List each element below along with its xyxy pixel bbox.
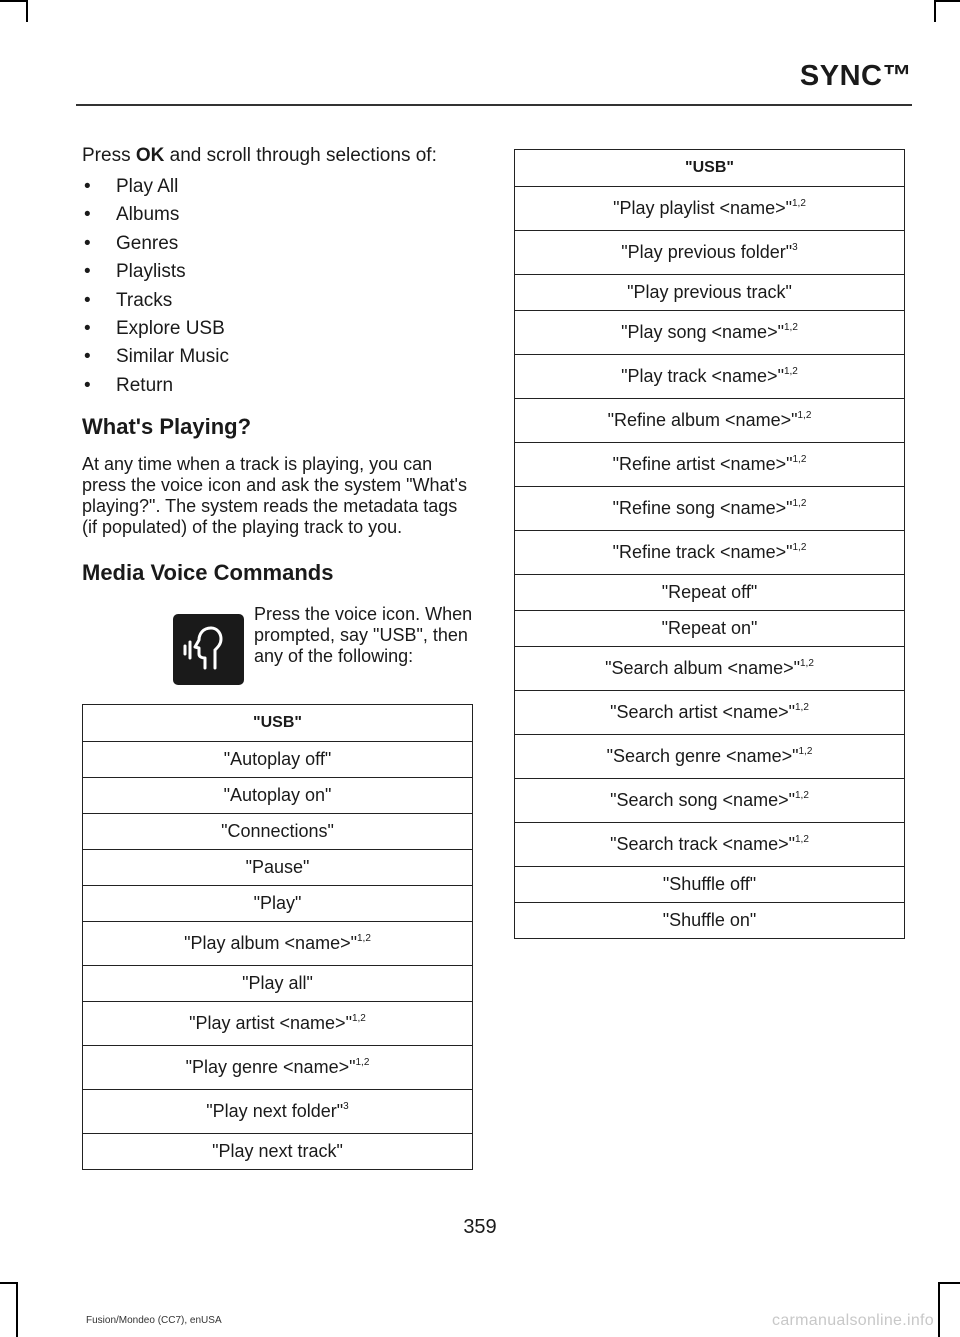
footnote-ref: 1,2 <box>795 790 809 801</box>
footnote-ref: 1,2 <box>356 933 371 944</box>
command-text: "Search artist <name>" <box>610 702 795 722</box>
crop-mark <box>16 1282 18 1337</box>
command-cell <box>515 531 905 575</box>
footnote-ref: 1,2 <box>791 198 806 209</box>
command-text: "Shuffle on" <box>662 910 757 930</box>
command-cell <box>515 355 905 399</box>
table-header: "USB" <box>515 150 905 187</box>
command-text: "Repeat on" <box>661 618 758 638</box>
command-text: "Autoplay off" <box>223 749 332 769</box>
command-text: "Refine artist <name>" <box>612 454 793 474</box>
table-row <box>83 1134 473 1170</box>
table-row <box>83 850 473 886</box>
table-row <box>83 778 473 814</box>
table-row <box>515 487 905 531</box>
list-item: • Albums <box>82 201 476 229</box>
intro-suffix: and scroll through selections of: <box>164 145 437 166</box>
command-text: "Refine song <name>" <box>612 498 793 518</box>
command-text: "Autoplay on" <box>223 785 332 805</box>
intro-prefix: Press <box>82 145 136 166</box>
table-row <box>83 966 473 1002</box>
footnote-ref: 1,2 <box>783 366 798 377</box>
command-cell <box>515 735 905 779</box>
footnote-ref: 3 <box>343 1101 349 1112</box>
list-item: • Similar Music <box>82 343 476 371</box>
table-row <box>83 742 473 778</box>
command-text: "Play previous folder" <box>621 242 793 262</box>
command-cell <box>83 922 473 966</box>
footnote-ref: 1,2 <box>794 702 809 713</box>
usb-commands-table-left <box>82 704 473 1170</box>
table-row <box>83 886 473 922</box>
footnote-ref: 1,2 <box>792 454 807 465</box>
table-row <box>515 735 905 779</box>
list-item: • Explore USB <box>82 315 476 343</box>
list-item: • Play All <box>82 173 476 201</box>
crop-mark <box>938 1282 960 1284</box>
table-header: "USB" <box>83 705 473 742</box>
command-cell <box>515 487 905 531</box>
voice-command-icon <box>173 614 244 685</box>
command-cell <box>515 399 905 443</box>
command-cell <box>83 814 473 850</box>
command-cell <box>515 903 905 939</box>
footnote-ref: 1,2 <box>794 834 809 845</box>
footnote-ref: 1,2 <box>355 1057 370 1068</box>
voice-instruction <box>82 602 476 694</box>
table-row <box>515 611 905 647</box>
selection-list <box>82 173 476 400</box>
command-text: "Refine track <name>" <box>612 542 793 562</box>
command-text: "Refine album <name>" <box>607 410 798 430</box>
list-item: • Playlists <box>82 258 476 286</box>
command-cell <box>83 1134 473 1170</box>
whats-playing-body: At any time when a track is playing, you can press the voice icon and ask the system "What's playing?". The system reads the metadata tags (if populated) of the playing track to you. <box>82 454 467 538</box>
watermark: carmanualsonline.info <box>772 1312 934 1329</box>
usb-commands-table-right <box>514 149 905 939</box>
command-text: "Play playlist <name>" <box>613 198 792 218</box>
table-row <box>515 647 905 691</box>
command-cell <box>515 611 905 647</box>
command-text: "Pause" <box>245 857 310 877</box>
command-text: "Play artist <name>" <box>189 1013 352 1033</box>
crop-mark <box>938 1282 940 1337</box>
table-row <box>515 275 905 311</box>
command-cell <box>83 850 473 886</box>
command-text: "Play next track" <box>212 1141 343 1161</box>
command-text: "Play album <name>" <box>184 933 357 953</box>
table-row <box>515 779 905 823</box>
list-item: • Return <box>82 372 476 400</box>
command-text: "Play all" <box>242 973 313 993</box>
footnote-ref: 1,2 <box>792 542 807 553</box>
command-cell <box>83 742 473 778</box>
command-cell <box>83 966 473 1002</box>
command-text: "Play song <name>" <box>621 322 784 342</box>
command-text: "Repeat off" <box>661 582 758 602</box>
footnote-ref: 1,2 <box>797 410 812 421</box>
command-text: "Connections" <box>221 821 334 841</box>
command-text: "Play previous track" <box>627 282 792 302</box>
page-number: 359 <box>463 1216 497 1238</box>
command-text: "Search song <name>" <box>610 790 795 810</box>
crop-mark <box>0 1282 16 1284</box>
footnote-ref: 3 <box>792 242 798 253</box>
command-text: "Play track <name>" <box>621 366 784 386</box>
ok-key: OK <box>135 145 165 166</box>
voice-instruction-text: Press the voice icon. When prompted, say "USB", then any of the following: <box>254 604 473 667</box>
command-text: "Search track <name>" <box>610 834 795 854</box>
table-row <box>515 311 905 355</box>
table-row <box>515 575 905 611</box>
table-row <box>515 399 905 443</box>
table-row <box>83 922 473 966</box>
table-row <box>515 355 905 399</box>
command-cell <box>515 647 905 691</box>
table-row <box>83 1090 473 1134</box>
media-voice-heading: Media Voice Commands <box>82 560 334 586</box>
table-row <box>515 903 905 939</box>
command-cell <box>83 1046 473 1090</box>
table-row <box>515 531 905 575</box>
footnote-ref: 1,2 <box>799 658 814 669</box>
footer-model: Fusion/Mondeo (CC7), enUSA <box>86 1315 222 1326</box>
table-row <box>515 231 905 275</box>
command-cell <box>83 1090 473 1134</box>
section-title: SYNC™ <box>799 60 912 92</box>
command-text: "Play" <box>253 893 302 913</box>
header-divider <box>76 104 912 106</box>
crop-mark <box>0 0 26 2</box>
command-cell <box>515 443 905 487</box>
table-row <box>515 867 905 903</box>
command-text: "Search genre <name>" <box>606 746 799 766</box>
footnote-ref: 1,2 <box>792 498 807 509</box>
table-row <box>515 823 905 867</box>
footnote-ref: 1,2 <box>783 322 798 333</box>
footnote-ref: 1,2 <box>798 746 813 757</box>
command-text: "Play next folder" <box>206 1101 344 1121</box>
table-row <box>515 187 905 231</box>
command-cell <box>515 231 905 275</box>
table-row <box>83 814 473 850</box>
crop-mark <box>936 0 960 2</box>
command-text: "Shuffle off" <box>662 874 757 894</box>
command-cell <box>515 575 905 611</box>
table-row <box>515 443 905 487</box>
command-text: "Search album <name>" <box>605 658 800 678</box>
command-cell <box>83 886 473 922</box>
left-column <box>82 145 476 694</box>
command-cell <box>515 779 905 823</box>
footnote-ref: 1,2 <box>351 1013 366 1024</box>
command-cell <box>515 187 905 231</box>
command-cell <box>515 867 905 903</box>
command-cell <box>515 691 905 735</box>
crop-mark <box>26 0 28 22</box>
command-text: "Play genre <name>" <box>185 1057 356 1077</box>
command-cell <box>515 311 905 355</box>
command-cell <box>515 823 905 867</box>
list-item: • Genres <box>82 230 476 258</box>
command-cell <box>83 1002 473 1046</box>
table-row <box>515 691 905 735</box>
whats-playing-heading: What's Playing? <box>82 414 252 440</box>
command-cell <box>83 778 473 814</box>
command-cell <box>515 275 905 311</box>
list-item: • Tracks <box>82 287 476 315</box>
crop-mark <box>934 0 936 22</box>
table-row <box>83 1002 473 1046</box>
table-row <box>83 1046 473 1090</box>
intro-text <box>82 145 476 167</box>
